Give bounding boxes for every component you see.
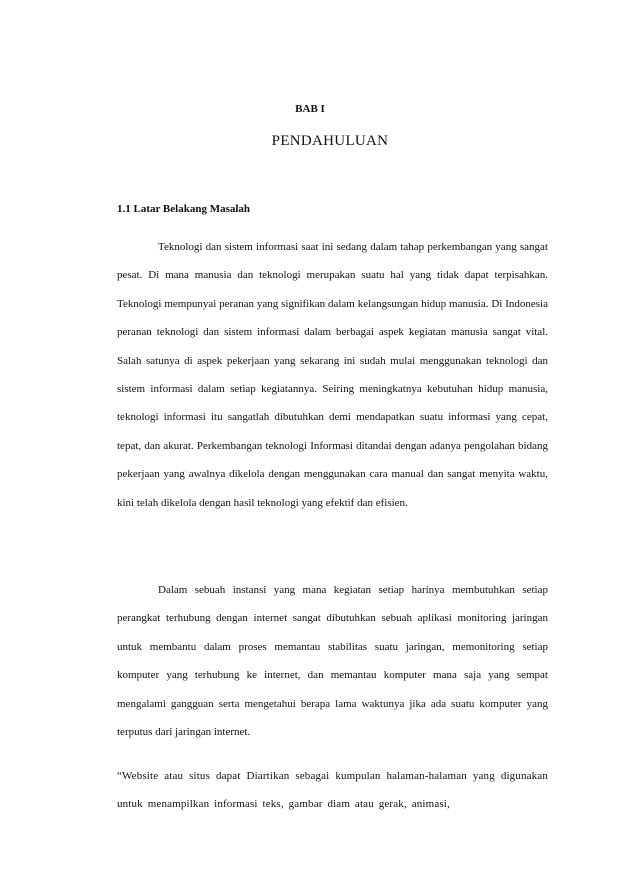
paragraph-background-2: Dalam sebuah instansi yang mana kegiatan setiap harinya membutuhkan setiap perangkat terhubung dengan internet sangat dibutuhkan sebuah aplikasi monitoring jaringan untuk membantu dalam proses memantau stabilitas suatu jaringan, memonitoring setiap komputer yang terhubung ke internet, dan memantau komputer mana saja yang sempat mengalami gangguan serta mengetahui berapa lama waktunya jika ada suatu komputer yang terputus dari jaringan internet. (117, 584, 548, 739)
section-heading: 1.1 Latar Belakang Masalah (117, 203, 251, 215)
chapter-title: PENDAHULUAN (271, 133, 389, 149)
paragraph-background-1: Teknologi dan sistem informasi saat ini sedang dalam tahap perkembangan yang sangat pesat. Di mana manusia dan teknologi merupakan suatu hal yang tidak dapat terpisahkan. Teknologi mempunyai peranan yang signifikan dalam kelangsungan hidup manusia. Di Indonesia peranan teknologi dan sistem informasi dalam berbagai aspek kegiatan manusia sangat vital. Salah satunya di aspek pekerjaan yang sekarang ini sudah mulai menggunakan teknologi dan sistem informasi dalam setiap kegiatannya. Seiring meningkatnya kebutuhan hidup manusia, teknologi informasi itu sangatlah dibutuhkan demi mendapatkan suatu informasi yang cepat, tepat, dan akurat. Perkembangan teknologi Informasi ditandai dengan adanya pengolahan bidang pekerjaan yang awalnya dikelola dengan menggunakan cara manual dan sangat menyita waktu, kini telah dikelola dengan hasil teknologi yang efektif dan efisien. (117, 241, 548, 509)
chapter-label: BAB I (295, 103, 325, 115)
paragraph-website-quote: “Website atau situs dapat Diartikan sebagai kumpulan halaman-halaman yang digunakan untuk menampilkan informasi teks, gambar diam atau gerak, animasi, (117, 770, 548, 811)
